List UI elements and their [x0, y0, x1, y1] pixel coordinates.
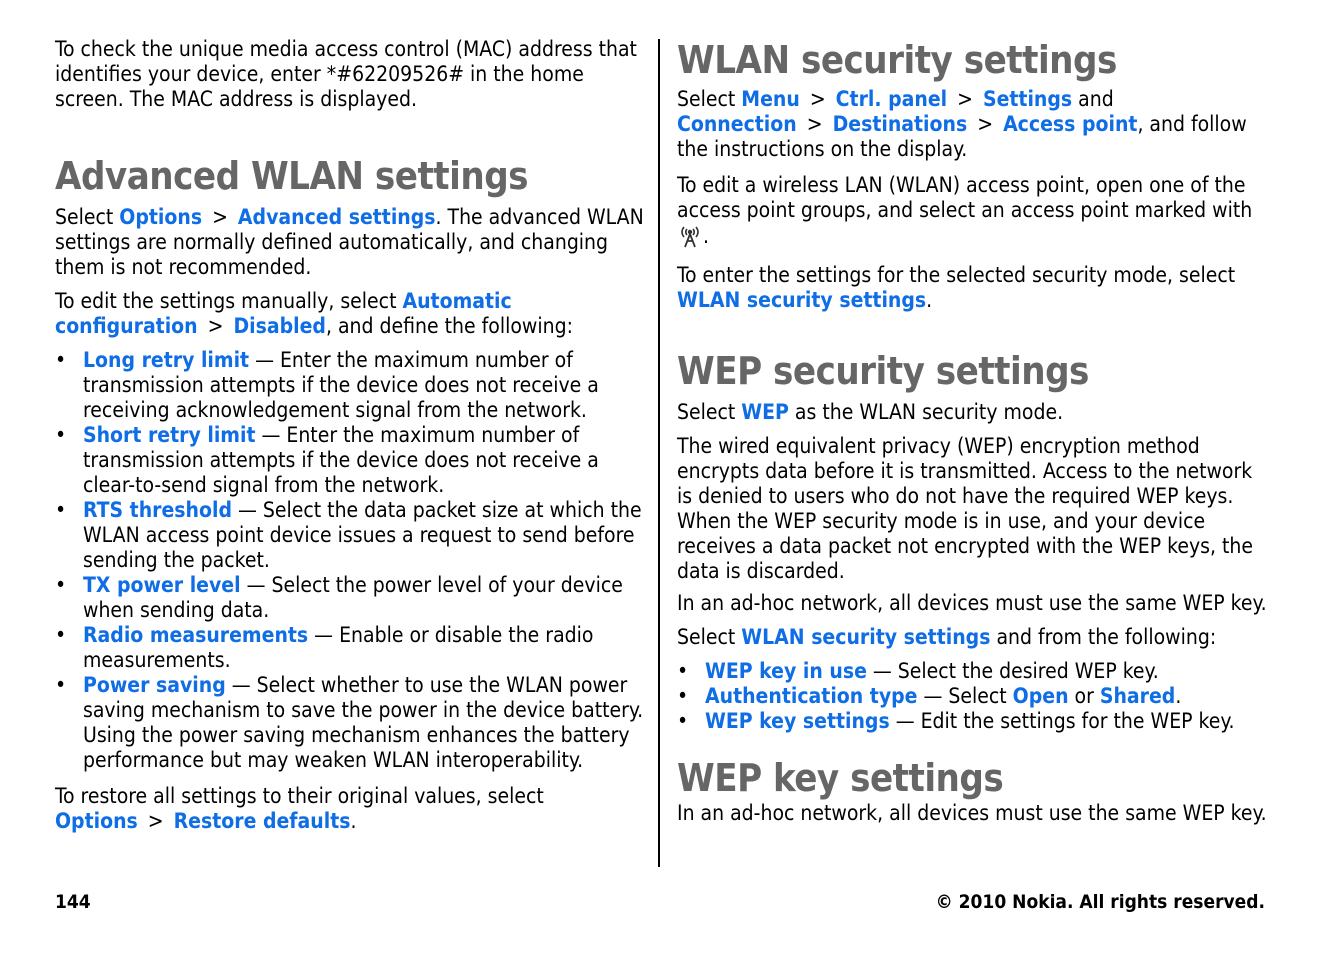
- list-item: • Radio measurements — Enable or disable the radio measurements.: [55, 623, 647, 673]
- path-separator: >: [806, 112, 823, 136]
- page-number: 144: [55, 891, 91, 913]
- right-column: [677, 37, 1269, 826]
- wep-settings-list: [677, 659, 1269, 734]
- ctrl-panel-link[interactable]: Ctrl. panel: [835, 87, 948, 111]
- authentication-type-link[interactable]: Authentication type: [705, 684, 918, 708]
- settings-link[interactable]: Settings: [982, 87, 1073, 111]
- tx-power-level-link[interactable]: TX power level: [83, 573, 241, 597]
- select-wep-paragraph: Select WEP as the WLAN security mode.: [677, 400, 1064, 424]
- copyright-notice: © 2010 Nokia. All rights reserved.: [935, 891, 1265, 913]
- automatic-configuration-link[interactable]: Automatic configuration: [55, 289, 512, 338]
- long-retry-limit-link[interactable]: Long retry limit: [83, 348, 250, 372]
- wlan-access-point-icon: [677, 223, 703, 249]
- destinations-link[interactable]: Destinations: [832, 112, 968, 136]
- disabled-link[interactable]: Disabled: [233, 314, 326, 338]
- wlan-security-settings-link[interactable]: WLAN security settings: [741, 625, 991, 649]
- path-separator: >: [207, 314, 224, 338]
- adhoc-wep-paragraph: In an ad-hoc network, all devices must use the same WEP key.: [677, 591, 1267, 615]
- wep-key-paragraph: In an ad-hoc network, all devices must use the same WEP key.: [677, 801, 1267, 825]
- path-separator: >: [147, 809, 164, 833]
- wep-key-in-use-link[interactable]: WEP key in use: [705, 659, 867, 683]
- power-saving-link[interactable]: Power saving: [83, 673, 226, 697]
- path-separator: >: [977, 112, 994, 136]
- restore-defaults-link[interactable]: Restore defaults: [173, 809, 351, 833]
- wep-description-paragraph: The wired equivalent privacy (WEP) encryption method encrypts data before it is transmitted. Access to the network is denied to users who do not have the required WEP keys. When the WEP security mode is in use, and your device receives a data packet not encrypted with the WEP keys, the data is discarded.: [677, 434, 1253, 583]
- list-item: • TX power level — Select the power level of your device when sending data.: [55, 573, 647, 623]
- options-link[interactable]: Options: [55, 809, 138, 833]
- list-item: • Power saving — Select whether to use the WLAN power saving mechanism to save the power in the device battery. Using the power saving mechanism enhances the battery performance but may weaken WLAN interoperability.: [55, 673, 647, 773]
- advanced-select-paragraph: Select Options > Advanced settings. The advanced WLAN settings are normally defined automatically, and changing them is not recommended.: [55, 205, 644, 279]
- wep-options-paragraph: Select WLAN security settings and from the following:: [677, 625, 1217, 649]
- list-item: • Short retry limit — Enter the maximum number of transmission attempts if the device does not receive a clear-to-send signal from the network.: [55, 423, 647, 498]
- wlan-security-heading: WLAN security settings: [677, 38, 1117, 82]
- radio-measurements-link[interactable]: Radio measurements: [83, 623, 309, 647]
- manual-edit-paragraph: To edit the settings manually, select Automatic configuration > Disabled, and define the following:: [55, 289, 573, 338]
- connection-link[interactable]: Connection: [677, 112, 797, 136]
- list-item: • RTS threshold — Select the data packet size at which the WLAN access point device issues a request to send before sending the packet.: [55, 498, 647, 573]
- wlan-select-paragraph: Select Menu > Ctrl. panel > Settings and Connection > Destinations > Access point, and follow the instructions on the display.: [677, 87, 1247, 161]
- mac-address-paragraph: To check the unique media access control (MAC) address that identifies your device, enter *#62209526# in the home screen. The MAC address is displayed.: [55, 37, 637, 111]
- list-item: • WEP key settings — Edit the settings for the WEP key.: [677, 709, 1269, 734]
- advanced-wlan-heading: Advanced WLAN settings: [55, 154, 529, 198]
- list-item: • Long retry limit — Enter the maximum number of transmission attempts if the device does not receive a receiving acknowledgement signal from the network.: [55, 348, 647, 423]
- wep-key-settings-link[interactable]: WEP key settings: [705, 709, 890, 733]
- column-divider: [658, 39, 660, 867]
- open-link[interactable]: Open: [1012, 684, 1069, 708]
- edit-access-point-paragraph: To edit a wireless LAN (WLAN) access point, open one of the access point groups, and select an access point marked with .: [677, 173, 1253, 248]
- menu-link[interactable]: Menu: [741, 87, 800, 111]
- path-separator: >: [212, 205, 228, 229]
- advanced-settings-link[interactable]: Advanced settings: [237, 205, 436, 229]
- left-column: [55, 37, 647, 834]
- advanced-settings-list: [55, 348, 647, 773]
- list-item: • WEP key in use — Select the desired WEP key.: [677, 659, 1269, 684]
- shared-link[interactable]: Shared: [1099, 684, 1176, 708]
- wep-key-heading: WEP key settings: [677, 756, 1004, 800]
- rts-threshold-link[interactable]: RTS threshold: [83, 498, 232, 522]
- access-point-link[interactable]: Access point: [1003, 112, 1138, 136]
- wep-security-heading: WEP security settings: [677, 349, 1089, 393]
- short-retry-limit-link[interactable]: Short retry limit: [83, 423, 256, 447]
- wlan-security-settings-link[interactable]: WLAN security settings: [677, 288, 927, 312]
- path-separator: >: [957, 87, 973, 111]
- restore-defaults-paragraph: To restore all settings to their original values, select Options > Restore defaults.: [55, 784, 544, 833]
- wep-link[interactable]: WEP: [741, 400, 789, 424]
- path-separator: >: [809, 87, 826, 111]
- options-link[interactable]: Options: [119, 205, 203, 229]
- security-mode-paragraph: To enter the settings for the selected security mode, select WLAN security settings.: [677, 263, 1236, 312]
- list-item: • Authentication type — Select Open or Shared.: [677, 684, 1269, 709]
